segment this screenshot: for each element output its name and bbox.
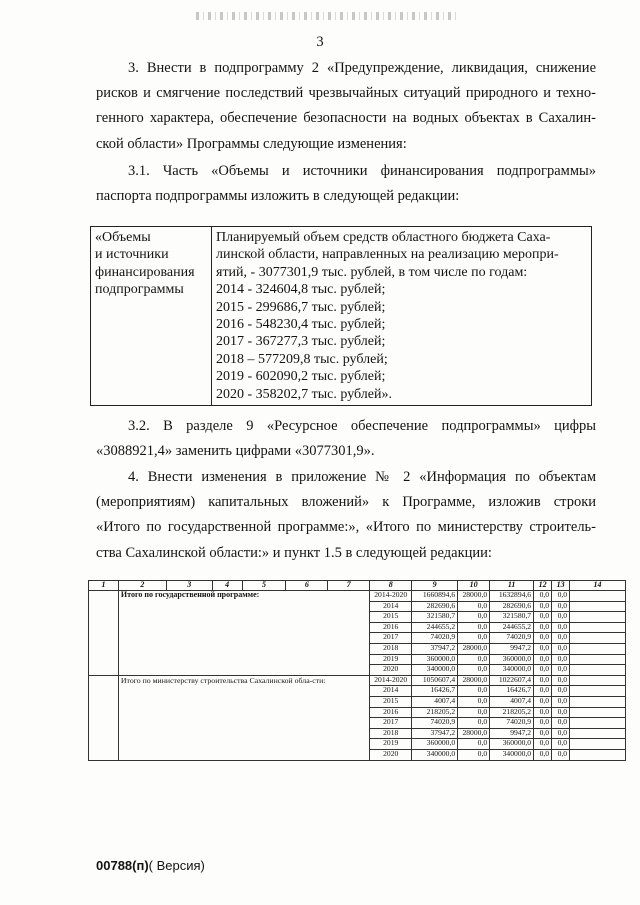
- value-cell: 360000,0: [490, 654, 534, 665]
- header-cell: 11: [490, 581, 534, 591]
- value-cell: 0,0: [534, 612, 552, 623]
- value-cell: 0,0: [534, 749, 552, 760]
- empty-cell: [570, 686, 626, 697]
- value-cell: 0,0: [534, 654, 552, 665]
- value-cell: 244655,2: [412, 622, 458, 633]
- empty-cell: [570, 728, 626, 739]
- value-cell: 0,0: [534, 591, 552, 602]
- passport-text-line: Планируемый объем средств областного бюджета Саха-: [216, 230, 551, 245]
- value-cell: 0,0: [552, 612, 570, 623]
- year-cell: 2014: [370, 686, 412, 697]
- value-cell: 0,0: [534, 622, 552, 633]
- year-cell: 2015: [370, 612, 412, 623]
- passport-text-line: 2016 - 548230,4 тыс. рублей;: [216, 317, 386, 333]
- header-cell: 8: [370, 581, 412, 591]
- group-title: Итого по государственной программе:: [118, 591, 369, 676]
- header-cell: 7: [328, 581, 370, 591]
- year-cell: 2014-2020: [370, 675, 412, 686]
- value-cell: 282690,6: [412, 601, 458, 612]
- value-cell: 0,0: [458, 612, 490, 623]
- paragraph-line: ской области» Программы следующие изменения:: [96, 135, 407, 152]
- value-cell: 0,0: [552, 622, 570, 633]
- value-cell: 0,0: [458, 739, 490, 750]
- paragraph-line: 4. Внести изменения в приложение № 2 «Информация по объектам: [128, 469, 596, 485]
- year-cell: 2019: [370, 654, 412, 665]
- value-cell: 28000,0: [458, 728, 490, 739]
- value-cell: 0,0: [458, 665, 490, 676]
- paragraph-3: [96, 56, 596, 157]
- header-cell: 9: [412, 581, 458, 591]
- value-cell: 37947,2: [412, 643, 458, 654]
- empty-cell: [570, 633, 626, 644]
- value-cell: 0,0: [534, 633, 552, 644]
- value-cell: 0,0: [534, 601, 552, 612]
- header-cell: 5: [242, 581, 286, 591]
- value-cell: 0,0: [534, 739, 552, 750]
- passport-text-line: 2015 - 299686,7 тыс. рублей;: [216, 299, 386, 315]
- value-cell: 1660894,6: [412, 591, 458, 602]
- version-label: ( Версия): [148, 858, 205, 873]
- header-cell: 13: [552, 581, 570, 591]
- document-code: 00788(п): [96, 858, 149, 873]
- paragraph-line: паспорта подпрограммы изложить в следующей редакции:: [96, 188, 460, 205]
- passport-text-line: 2018 – 577209,8 тыс. рублей;: [216, 351, 388, 367]
- value-cell: 0,0: [534, 665, 552, 676]
- year-cell: 2017: [370, 718, 412, 729]
- empty-cell: [570, 591, 626, 602]
- header-cell: 14: [570, 581, 626, 591]
- value-cell: 218205,2: [412, 707, 458, 718]
- header-cell: 3: [166, 581, 212, 591]
- value-cell: 0,0: [534, 728, 552, 739]
- value-cell: 0,0: [458, 601, 490, 612]
- value-cell: 0,0: [458, 696, 490, 707]
- paragraph-3-2: [96, 414, 596, 464]
- year-cell: 2015: [370, 696, 412, 707]
- table-row: [89, 675, 626, 686]
- empty-cell: [570, 707, 626, 718]
- value-cell: 37947,2: [412, 728, 458, 739]
- table-header-row: [89, 581, 626, 591]
- year-cell: 2016: [370, 707, 412, 718]
- empty-cell: [570, 643, 626, 654]
- row-number-cell: [89, 591, 119, 676]
- value-cell: 28000,0: [458, 591, 490, 602]
- passport-label-cell: [91, 227, 212, 406]
- value-cell: 0,0: [534, 696, 552, 707]
- value-cell: 340000,0: [412, 665, 458, 676]
- value-cell: 218205,2: [490, 707, 534, 718]
- passport-text-line: 2014 - 324604,8 тыс. рублей;: [216, 282, 386, 298]
- value-cell: 9947,2: [490, 643, 534, 654]
- value-cell: 9947,2: [490, 728, 534, 739]
- empty-cell: [570, 665, 626, 676]
- value-cell: 0,0: [552, 728, 570, 739]
- paragraph-line: 3.1. Часть «Объемы и источники финансирования подпрограммы»: [128, 163, 596, 179]
- page-number: 3: [316, 34, 324, 50]
- value-cell: 340000,0: [490, 665, 534, 676]
- value-cell: 0,0: [552, 675, 570, 686]
- value-cell: 4007,4: [490, 696, 534, 707]
- value-cell: 4007,4: [412, 696, 458, 707]
- value-cell: 1632894,6: [490, 591, 534, 602]
- passport-text-line: ятий, - 3077301,9 тыс. рублей, в том числе по годам:: [216, 264, 528, 280]
- value-cell: 0,0: [458, 686, 490, 697]
- paragraph-line: 3. Внести в подпрограмму 2 «Предупреждение, ликвидация, снижение: [128, 60, 596, 76]
- year-cell: 2020: [370, 665, 412, 676]
- value-cell: 340000,0: [412, 749, 458, 760]
- year-cell: 2014: [370, 601, 412, 612]
- value-cell: 0,0: [458, 633, 490, 644]
- value-cell: 1022607,4: [490, 675, 534, 686]
- header-cell: 12: [534, 581, 552, 591]
- passport-text-line: линской области, направленных на реализацию меропри-: [216, 247, 559, 263]
- value-cell: 0,0: [534, 686, 552, 697]
- header-cell: 4: [212, 581, 242, 591]
- empty-cell: [570, 739, 626, 750]
- empty-cell: [570, 675, 626, 686]
- paragraph-line: (мероприятиям) капитальных вложений» к Программе, изложив строки: [96, 494, 596, 511]
- value-cell: 0,0: [552, 739, 570, 750]
- footer-code: [96, 858, 205, 873]
- year-cell: 2018: [370, 643, 412, 654]
- value-cell: 321580,7: [490, 612, 534, 623]
- value-cell: 0,0: [552, 707, 570, 718]
- paragraph-line: ства Сахалинской области:» и пункт 1.5 в следующей редакции:: [96, 544, 492, 561]
- passport-label-line: «Объемы: [95, 230, 151, 245]
- objects-table: [88, 580, 626, 761]
- value-cell: 360000,0: [412, 739, 458, 750]
- value-cell: 0,0: [552, 718, 570, 729]
- year-cell: 2014-2020: [370, 591, 412, 602]
- passport-text-cell: [212, 227, 592, 406]
- paragraph-3-1: [96, 159, 596, 209]
- paragraph-line: «Итого по государственной программе:», «Итого по министерству строитель-: [96, 519, 596, 536]
- value-cell: 74020,9: [412, 718, 458, 729]
- year-cell: 2018: [370, 728, 412, 739]
- value-cell: 0,0: [534, 707, 552, 718]
- empty-cell: [570, 654, 626, 665]
- value-cell: 340000,0: [490, 749, 534, 760]
- value-cell: 28000,0: [458, 675, 490, 686]
- empty-cell: [570, 622, 626, 633]
- year-cell: 2016: [370, 622, 412, 633]
- value-cell: 0,0: [534, 718, 552, 729]
- empty-cell: [570, 696, 626, 707]
- row-number-cell: [89, 675, 119, 760]
- paragraph-line: «3088921,4» заменить цифрами «3077301,9».: [96, 443, 375, 460]
- value-cell: 0,0: [458, 707, 490, 718]
- value-cell: 0,0: [458, 749, 490, 760]
- value-cell: 0,0: [552, 633, 570, 644]
- passport-text-line: 2017 - 367277,3 тыс. рублей;: [216, 334, 386, 350]
- value-cell: 74020,9: [490, 718, 534, 729]
- paragraph-line: 3.2. В разделе 9 «Ресурсное обеспечение подпрограммы» цифры: [128, 418, 596, 434]
- passport-label-line: финансирования: [95, 264, 195, 280]
- value-cell: 282690,6: [490, 601, 534, 612]
- empty-cell: [570, 718, 626, 729]
- value-cell: 74020,9: [412, 633, 458, 644]
- value-cell: 321580,7: [412, 612, 458, 623]
- year-cell: 2020: [370, 749, 412, 760]
- empty-cell: [570, 612, 626, 623]
- passport-label-line: подпрограммы: [95, 282, 184, 298]
- value-cell: 0,0: [552, 654, 570, 665]
- group-title: Итого по министерству строительства Сахалинской обла-сти:: [118, 675, 369, 760]
- empty-cell: [570, 601, 626, 612]
- header-cell: 6: [286, 581, 328, 591]
- value-cell: 360000,0: [412, 654, 458, 665]
- passport-table: [90, 226, 592, 406]
- value-cell: 16426,7: [412, 686, 458, 697]
- value-cell: 1050607,4: [412, 675, 458, 686]
- table-row: [89, 591, 626, 602]
- value-cell: 0,0: [458, 718, 490, 729]
- value-cell: 0,0: [552, 591, 570, 602]
- value-cell: 0,0: [552, 696, 570, 707]
- value-cell: 0,0: [458, 622, 490, 633]
- value-cell: 0,0: [552, 749, 570, 760]
- value-cell: 0,0: [552, 643, 570, 654]
- passport-label-line: и источники: [95, 247, 169, 263]
- paragraph-4: [96, 465, 596, 566]
- value-cell: 360000,0: [490, 739, 534, 750]
- value-cell: 0,0: [552, 686, 570, 697]
- value-cell: 0,0: [552, 601, 570, 612]
- year-cell: 2019: [370, 739, 412, 750]
- value-cell: 0,0: [534, 643, 552, 654]
- header-cell: 10: [458, 581, 490, 591]
- header-cell: 2: [118, 581, 166, 591]
- year-cell: 2017: [370, 633, 412, 644]
- value-cell: 0,0: [534, 675, 552, 686]
- paragraph-line: рисков и смягчение последствий чрезвычайных ситуаций природного и техно-: [96, 85, 596, 102]
- scan-artifact: [196, 12, 456, 20]
- paragraph-line: генного характера, обеспечение безопасности на водных объектах в Сахалин-: [96, 110, 596, 127]
- value-cell: 0,0: [552, 665, 570, 676]
- passport-text-line: 2019 - 602090,2 тыс. рублей;: [216, 369, 386, 385]
- empty-cell: [570, 749, 626, 760]
- passport-text-line: 2020 - 358202,7 тыс. рублей».: [216, 386, 392, 402]
- value-cell: 28000,0: [458, 643, 490, 654]
- value-cell: 16426,7: [490, 686, 534, 697]
- header-cell: 1: [89, 581, 119, 591]
- value-cell: 0,0: [458, 654, 490, 665]
- value-cell: 244655,2: [490, 622, 534, 633]
- value-cell: 74020,9: [490, 633, 534, 644]
